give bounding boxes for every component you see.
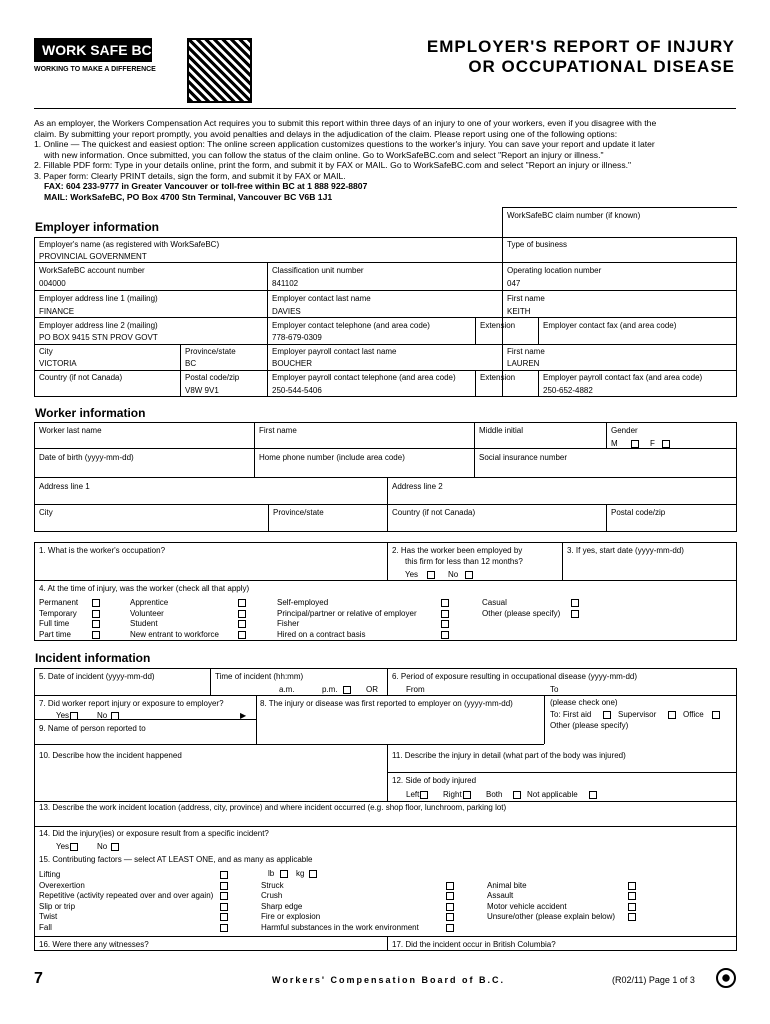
claim-label: WorkSafeBC claim number (if known) [507, 211, 641, 220]
employer-field: BOUCHER [272, 359, 313, 368]
form-label: 8. The injury or disease was first reported to employer on (yyyy-mm-dd) [260, 699, 513, 708]
checkbox[interactable] [441, 610, 449, 618]
option-label: Animal bite [487, 880, 527, 890]
employer-field: FINANCE [39, 307, 75, 316]
intro-line: FAX: 604 233-9777 in Greater Vancouver or toll-free within BC at 1 888 922-8807 [44, 181, 368, 191]
checkbox[interactable] [603, 711, 611, 719]
checkbox[interactable] [662, 440, 670, 448]
arrow-icon: ▶ [240, 711, 247, 720]
form-label: 2. Has the worker been employed by [392, 546, 523, 555]
seal-icon [716, 968, 736, 988]
employer-field: V8W 9V1 [185, 386, 219, 395]
checkbox[interactable] [446, 924, 454, 932]
employer-field: First name [507, 294, 545, 303]
checkbox[interactable] [238, 599, 246, 607]
form-label: Yes [56, 842, 70, 851]
form-label: Address line 1 [39, 482, 90, 491]
checkbox[interactable] [441, 620, 449, 628]
option-label: Permanent [39, 598, 79, 607]
employer-field: City [39, 347, 53, 356]
form-label: 12. Side of body injured [392, 776, 477, 785]
employer-field: 004000 [39, 279, 66, 288]
form-label: 17. Did the incident occur in British Columbia? [392, 940, 556, 949]
option-label: Crush [261, 891, 283, 900]
checkbox[interactable] [111, 843, 119, 851]
form-label: Gender [611, 426, 638, 435]
form-label: Office [683, 710, 704, 719]
checkbox[interactable] [628, 892, 636, 900]
checkbox[interactable] [446, 882, 454, 890]
form-label: 5. Date of incident (yyyy-mm-dd) [39, 672, 155, 681]
form-label: Left [406, 790, 420, 799]
employer-field: Classification unit number [272, 266, 364, 275]
form-label: 15. Contributing factors — select AT LEAST ONE, and as many as applicable [39, 855, 313, 864]
checkbox[interactable] [92, 631, 100, 639]
option-label: Harmful substances in the work environment [261, 922, 419, 932]
checkbox[interactable] [238, 631, 246, 639]
checkbox[interactable] [70, 843, 78, 851]
form-label: this firm for less than 12 months? [405, 557, 523, 566]
checkbox[interactable] [70, 712, 78, 720]
form-label: p.m. [322, 685, 338, 694]
form-label: Yes [56, 711, 70, 720]
employer-field: DAVIES [272, 307, 301, 316]
employer-field: Employer address line 1 (mailing) [39, 294, 158, 303]
employer-field: Employer's name (as registered with WorkSafeBC) [39, 240, 220, 249]
option-label: Self-employed [277, 598, 329, 607]
form-label: 4. At the time of injury, was the worker (check all that apply) [39, 584, 250, 593]
employer-field: Operating location number [507, 266, 602, 275]
intro-line: As an employer, the Workers Compensation Act requires you to submit this report within three days of an injury to one of your workers, even if you disagree with the [34, 118, 657, 128]
employer-field: Employer contact fax (and area code) [543, 321, 677, 330]
checkbox[interactable] [441, 599, 449, 607]
option-label: Struck [261, 880, 284, 890]
form-label: First name [259, 426, 297, 435]
form-label: kg [296, 869, 305, 878]
intro-line: with new information. Once submitted, you can follow the status of the claim online. Go to WorkSafeBC.com and select "Report an injury or illness." [44, 149, 604, 160]
form-label: 1. What is the worker's occupation? [39, 546, 166, 555]
checkbox[interactable] [343, 686, 351, 694]
checkbox[interactable] [446, 903, 454, 911]
board-name: Workers' Compensation Board of B.C. [272, 975, 505, 985]
option-label: Apprentice [130, 598, 169, 607]
employer-field: Employer payroll contact fax (and area code) [543, 373, 703, 382]
checkbox[interactable] [92, 620, 100, 628]
form-label: Home phone number (include area code) [259, 453, 405, 462]
employer-field: Type of business [507, 240, 568, 249]
option-label: Part time [39, 629, 72, 639]
checkbox[interactable] [463, 791, 471, 799]
form-label: 9. Name of person reported to [39, 724, 146, 733]
checkbox[interactable] [238, 620, 246, 628]
form-label: (please check one) [550, 698, 618, 707]
form-label: Right [443, 790, 462, 799]
intro [34, 118, 656, 202]
checkbox[interactable] [220, 903, 228, 911]
form-label: Other (please specify) [550, 721, 629, 730]
factor-label: Slip or trip [39, 901, 76, 911]
factor-label: Overexertion [39, 880, 85, 890]
form-label: Postal code/zip [611, 508, 666, 517]
employer-field: PO BOX 9415 STN PROV GOVT [39, 333, 158, 342]
employer-field: KEITH [507, 307, 531, 316]
form-label: City [39, 508, 53, 517]
form-label: OR [366, 685, 378, 694]
checkbox[interactable] [92, 610, 100, 618]
checkbox[interactable] [220, 871, 228, 879]
title-1: EMPLOYER'S REPORT OF INJURY [426, 37, 735, 56]
employer-field: Extension [480, 321, 516, 330]
tagline: WORKING TO MAKE A DIFFERENCE [34, 66, 156, 73]
form-label: 10. Describe how the incident happened [39, 751, 182, 760]
checkbox[interactable] [571, 610, 579, 618]
option-label: Assault [487, 891, 514, 900]
form-label: Country (if not Canada) [392, 508, 476, 517]
option-label: Unsure/other (please explain below) [487, 912, 616, 921]
checkbox[interactable] [668, 711, 676, 719]
form-label: 16. Were there any witnesses? [39, 940, 149, 949]
checkbox[interactable] [631, 440, 639, 448]
form-label: F [650, 439, 655, 448]
employer-field: WorkSafeBC account number [39, 266, 145, 275]
employer-field: LAUREN [507, 359, 540, 368]
checkbox[interactable] [420, 791, 428, 799]
form-label: Social insurance number [479, 453, 568, 462]
form-label: 7. Did worker report injury or exposure to employer? [39, 699, 224, 708]
checkbox[interactable] [446, 913, 454, 921]
checkbox[interactable] [220, 882, 228, 890]
checkbox[interactable] [220, 892, 228, 900]
form-label: Both [486, 790, 503, 799]
employer-field: 250-652-4882 [543, 386, 593, 395]
form-label: 6. Period of exposure resulting in occupational disease (yyyy-mm-dd) [392, 672, 638, 681]
checkbox[interactable] [465, 571, 473, 579]
employer-field: Province/state [185, 347, 236, 356]
form-label: Worker last name [39, 426, 102, 435]
employer-field: BC [185, 359, 197, 368]
checkbox[interactable] [280, 870, 288, 878]
form-label: To [550, 685, 559, 694]
employer-field: Employer address line 2 (mailing) [39, 321, 158, 330]
worker-heading: Worker information [35, 406, 146, 420]
checkbox[interactable] [589, 791, 597, 799]
option-label: Other (please specify) [482, 608, 561, 618]
checkbox[interactable] [92, 599, 100, 607]
employer-field: 250-544-5406 [272, 386, 322, 395]
employer-field: Extension [480, 373, 516, 382]
option-label: Hired on a contract basis [277, 629, 366, 639]
intro-line: 2. Fillable PDF form: Type in your details online, print the form, and submit it by FAX or MAIL. Go to WorkSafeBC.com and select "Report an injury or illness." [34, 160, 632, 170]
checkbox[interactable] [628, 882, 636, 890]
employer-field: Postal code/zip [185, 373, 240, 382]
employer-field: Country (if not Canada) [39, 373, 123, 382]
intro-line: MAIL: WorkSafeBC, PO Box 4700 Stn Terminal, Vancouver BC V6B 1J1 [44, 191, 333, 202]
form-number: 7 [34, 970, 43, 987]
employer-heading: Employer information [35, 220, 160, 234]
qr-code [187, 38, 252, 103]
option-label: Motor vehicle accident [487, 901, 567, 911]
intro-line: claim. By submitting your report promptly, you avoid penalties and delays in the adjudication of the claim. Please report using one of the following options: [34, 128, 618, 139]
checkbox[interactable] [628, 903, 636, 911]
employer-field: 778-679-0309 [272, 333, 322, 342]
employer-field: 841102 [272, 279, 299, 288]
form-label: To: First aid [550, 710, 592, 719]
checkbox[interactable] [220, 924, 228, 932]
factor-label: Fall [39, 922, 52, 932]
option-label: Student [130, 619, 158, 628]
form-label: 14. Did the injury(ies) or exposure result from a specific incident? [39, 829, 269, 838]
form-label: 3. If yes, start date (yyyy-mm-dd) [567, 546, 684, 555]
option-label: Sharp edge [261, 901, 303, 911]
factor-label: Repetitive (activity repeated over and over again) [39, 891, 214, 900]
form-label: Date of birth (yyyy-mm-dd) [39, 453, 134, 462]
option-label: Casual [482, 598, 507, 607]
checkbox[interactable] [309, 870, 317, 878]
incident-heading: Incident information [35, 651, 151, 665]
option-label: New entrant to workforce [130, 629, 219, 639]
form-label: 11. Describe the injury in detail (what part of the body was injured) [392, 751, 626, 760]
option-label: Full time [39, 619, 70, 628]
form-label: No [97, 842, 108, 851]
employer-field: Employer payroll contact telephone (and area code) [272, 373, 456, 382]
employer-field: Employer contact telephone (and area code) [272, 321, 430, 330]
title-2: OR OCCUPATIONAL DISEASE [468, 57, 735, 76]
employer-field: Employer contact last name [272, 294, 371, 303]
option-label: Principal/partner or relative of employer [277, 608, 417, 618]
checkbox[interactable] [427, 571, 435, 579]
form-label: Province/state [273, 508, 324, 517]
employer-field: 047 [507, 279, 521, 288]
logo: WORK SAFE BC [34, 38, 152, 62]
option-label: Temporary [39, 608, 77, 618]
intro-line: 3. Paper form: Clearly PRINT details, sign the form, and submit it by FAX or MAIL. [34, 170, 346, 181]
form-label: No [448, 570, 459, 579]
option-label: Volunteer [130, 608, 164, 618]
option-label: Fisher [277, 619, 300, 628]
form-label: Supervisor [618, 710, 657, 719]
form-label: No [97, 711, 108, 720]
option-label: Fire or explosion [261, 912, 321, 921]
checkbox[interactable] [628, 913, 636, 921]
employer-field: VICTORIA [39, 359, 77, 368]
checkbox[interactable] [571, 599, 579, 607]
form-label: Not applicable [527, 790, 578, 799]
intro-line: 1. Online — The quickest and easiest option: The online screen application customizes questions to the worker's injury. You can save your report and update it later [34, 139, 655, 149]
form-label: Address line 2 [392, 482, 443, 491]
employer-field: Employer payroll contact last name [272, 347, 397, 356]
page-number: (R02/11) Page 1 of 3 [612, 975, 695, 985]
form-label: Middle initial [479, 426, 524, 435]
factor-label: Twist [39, 912, 58, 921]
checkbox[interactable] [441, 631, 449, 639]
checkbox[interactable] [238, 610, 246, 618]
form-label: From [406, 685, 425, 694]
form-label: a.m. [279, 685, 295, 694]
form-label: Time of incident (hh:mm) [215, 672, 304, 681]
employer-field: PROVINCIAL GOVERNMENT [39, 252, 147, 261]
checkbox[interactable] [513, 791, 521, 799]
factor-label: Lifting [39, 870, 61, 879]
form-label: M [611, 439, 618, 448]
form-label: Yes [405, 570, 419, 579]
employer-field: First name [507, 347, 545, 356]
checkbox[interactable] [446, 892, 454, 900]
checkbox[interactable] [220, 913, 228, 921]
checkbox[interactable] [712, 711, 720, 719]
checkbox[interactable] [111, 712, 119, 720]
form-label: lb [268, 869, 275, 878]
form-label: 13. Describe the work incident location (address, city, province) and where incident occurred (e.g. shop floor, lunchroom, parking lot) [39, 803, 507, 812]
